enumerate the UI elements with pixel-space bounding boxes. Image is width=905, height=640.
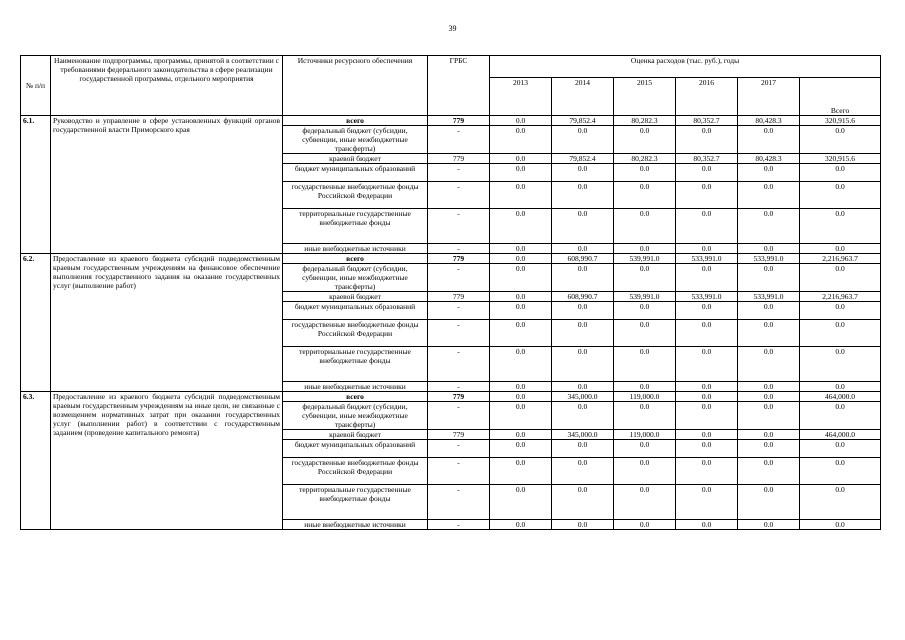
year-value: 0.0 bbox=[490, 254, 552, 264]
total-value: 0.0 bbox=[800, 347, 881, 382]
year-value: 0.0 bbox=[552, 244, 614, 254]
year-value: 0.0 bbox=[738, 440, 800, 458]
year-value: 0.0 bbox=[552, 209, 614, 244]
total-value: 0.0 bbox=[800, 520, 881, 530]
year-value: 0.0 bbox=[614, 182, 676, 209]
year-value: 0.0 bbox=[552, 182, 614, 209]
year-value: 0.0 bbox=[676, 302, 738, 320]
year-value: 0.0 bbox=[490, 440, 552, 458]
total-value: 0.0 bbox=[800, 264, 881, 292]
section-name: Предоставление из краевого бюджета субсидий подведомственным краевым государственным учреждениям на иные цели, не связанные с возмещением нормативных затрат при оказании государственных услуг (выполнении работ) в соответствии с государственным заданием (проведение капитального ремонта) bbox=[51, 392, 283, 530]
funding-source: территориальные государственные внебюджетные фонды bbox=[283, 209, 428, 244]
grbs-code: - bbox=[428, 382, 490, 392]
table-row bbox=[21, 254, 881, 264]
funding-source: всего bbox=[283, 116, 428, 126]
year-value: 0.0 bbox=[738, 209, 800, 244]
header-estimate: Оценка расходов (тыс. руб.), годы bbox=[490, 56, 881, 78]
funding-source: территориальные государственные внебюджетные фонды bbox=[283, 485, 428, 520]
header-total: Всего bbox=[800, 78, 881, 116]
year-value: 0.0 bbox=[490, 116, 552, 126]
year-value: 0.0 bbox=[738, 392, 800, 402]
header-grbs: ГРБС bbox=[428, 56, 490, 116]
funding-source: иные внебюджетные источники bbox=[283, 520, 428, 530]
year-value: 0.0 bbox=[552, 347, 614, 382]
total-value: 0.0 bbox=[800, 164, 881, 182]
header-year: 2017 bbox=[738, 78, 800, 116]
year-value: 80,428.3 bbox=[738, 154, 800, 164]
year-value: 0.0 bbox=[490, 182, 552, 209]
year-value: 0.0 bbox=[552, 302, 614, 320]
year-value: 0.0 bbox=[676, 126, 738, 154]
year-value: 0.0 bbox=[676, 209, 738, 244]
year-value: 0.0 bbox=[490, 430, 552, 440]
year-value: 0.0 bbox=[738, 485, 800, 520]
year-value: 119,000.0 bbox=[614, 392, 676, 402]
year-value: 0.0 bbox=[552, 126, 614, 154]
year-value: 0.0 bbox=[676, 430, 738, 440]
year-value: 0.0 bbox=[490, 347, 552, 382]
grbs-code: 779 bbox=[428, 116, 490, 126]
grbs-code: - bbox=[428, 302, 490, 320]
total-value: 464,000.0 bbox=[800, 392, 881, 402]
year-value: 0.0 bbox=[552, 320, 614, 347]
year-value: 0.0 bbox=[552, 264, 614, 292]
year-value: 0.0 bbox=[676, 382, 738, 392]
year-value: 0.0 bbox=[738, 347, 800, 382]
grbs-code: - bbox=[428, 440, 490, 458]
year-value: 533,991.0 bbox=[738, 254, 800, 264]
table-row bbox=[21, 392, 881, 402]
year-value: 0.0 bbox=[738, 302, 800, 320]
year-value: 79,852.4 bbox=[552, 154, 614, 164]
year-value: 0.0 bbox=[676, 402, 738, 430]
funding-source: бюджет муниципальных образований bbox=[283, 302, 428, 320]
year-value: 533,991.0 bbox=[738, 292, 800, 302]
year-value: 0.0 bbox=[738, 382, 800, 392]
year-value: 0.0 bbox=[676, 264, 738, 292]
funding-source: государственные внебюджетные фонды Российской Федерации bbox=[283, 458, 428, 485]
year-value: 79,852.4 bbox=[552, 116, 614, 126]
year-value: 0.0 bbox=[738, 430, 800, 440]
year-value: 608,990.7 bbox=[552, 254, 614, 264]
year-value: 0.0 bbox=[738, 520, 800, 530]
year-value: 0.0 bbox=[676, 520, 738, 530]
funding-source: краевой бюджет bbox=[283, 154, 428, 164]
year-value: 0.0 bbox=[738, 126, 800, 154]
total-value: 0.0 bbox=[800, 382, 881, 392]
table-body bbox=[21, 116, 881, 530]
total-value: 320,915.6 bbox=[800, 116, 881, 126]
year-value: 80,352.7 bbox=[676, 154, 738, 164]
funding-source: государственные внебюджетные фонды Российской Федерации bbox=[283, 182, 428, 209]
year-value: 0.0 bbox=[490, 485, 552, 520]
funding-source: всего bbox=[283, 254, 428, 264]
year-value: 0.0 bbox=[490, 392, 552, 402]
year-value: 0.0 bbox=[552, 164, 614, 182]
year-value: 533,991.0 bbox=[676, 292, 738, 302]
grbs-code: - bbox=[428, 320, 490, 347]
year-value: 0.0 bbox=[738, 458, 800, 485]
year-value: 0.0 bbox=[552, 485, 614, 520]
year-value: 0.0 bbox=[676, 347, 738, 382]
funding-source: краевой бюджет bbox=[283, 292, 428, 302]
year-value: 0.0 bbox=[676, 440, 738, 458]
funding-source: федеральный бюджет (субсидии, субвенции, иные межбюджетные трансферты) bbox=[283, 264, 428, 292]
section-number: 6.2. bbox=[21, 254, 51, 392]
year-value: 0.0 bbox=[614, 440, 676, 458]
header-row-1 bbox=[21, 56, 881, 78]
header-num: № п/п bbox=[21, 56, 51, 116]
year-value: 0.0 bbox=[738, 320, 800, 347]
year-value: 539,991.0 bbox=[614, 292, 676, 302]
year-value: 80,282.3 bbox=[614, 116, 676, 126]
year-value: 539,991.0 bbox=[614, 254, 676, 264]
year-value: 0.0 bbox=[490, 302, 552, 320]
year-value: 0.0 bbox=[490, 292, 552, 302]
section-name: Руководство и управление в сфере установленных функций органов государственной власти Приморского края bbox=[51, 116, 283, 254]
year-value: 0.0 bbox=[676, 182, 738, 209]
year-value: 0.0 bbox=[490, 244, 552, 254]
year-value: 0.0 bbox=[614, 458, 676, 485]
year-value: 0.0 bbox=[490, 320, 552, 347]
year-value: 0.0 bbox=[614, 402, 676, 430]
year-value: 0.0 bbox=[614, 485, 676, 520]
year-value: 0.0 bbox=[552, 382, 614, 392]
table-row bbox=[21, 116, 881, 126]
funding-source: бюджет муниципальных образований bbox=[283, 440, 428, 458]
grbs-code: - bbox=[428, 458, 490, 485]
year-value: 0.0 bbox=[738, 182, 800, 209]
year-value: 608,990.7 bbox=[552, 292, 614, 302]
total-value: 0.0 bbox=[800, 402, 881, 430]
total-value: 0.0 bbox=[800, 126, 881, 154]
year-value: 533,991.0 bbox=[676, 254, 738, 264]
funding-source: федеральный бюджет (субсидии, субвенции, иные межбюджетные трансферты) bbox=[283, 402, 428, 430]
funding-source: федеральный бюджет (субсидии, субвенции, иные межбюджетные трансферты) bbox=[283, 126, 428, 154]
total-value: 0.0 bbox=[800, 485, 881, 520]
year-value: 0.0 bbox=[614, 126, 676, 154]
grbs-code: 779 bbox=[428, 292, 490, 302]
year-value: 0.0 bbox=[738, 164, 800, 182]
year-value: 0.0 bbox=[614, 302, 676, 320]
total-value: 0.0 bbox=[800, 209, 881, 244]
total-value: 0.0 bbox=[800, 320, 881, 347]
total-value: 0.0 bbox=[800, 440, 881, 458]
funding-source: территориальные государственные внебюджетные фонды bbox=[283, 347, 428, 382]
header-source: Источники ресурсного обеспечения bbox=[283, 56, 428, 116]
funding-source: иные внебюджетные источники bbox=[283, 244, 428, 254]
year-value: 80,282.3 bbox=[614, 154, 676, 164]
year-value: 0.0 bbox=[738, 402, 800, 430]
grbs-code: - bbox=[428, 402, 490, 430]
year-value: 0.0 bbox=[738, 264, 800, 292]
year-value: 0.0 bbox=[490, 264, 552, 292]
section-number: 6.1. bbox=[21, 116, 51, 254]
total-value: 0.0 bbox=[800, 458, 881, 485]
header-year: 2016 bbox=[676, 78, 738, 116]
year-value: 0.0 bbox=[614, 244, 676, 254]
header-year: 2014 bbox=[552, 78, 614, 116]
year-value: 0.0 bbox=[738, 244, 800, 254]
year-value: 0.0 bbox=[490, 520, 552, 530]
year-value: 80,428.3 bbox=[738, 116, 800, 126]
grbs-code: - bbox=[428, 182, 490, 209]
year-value: 0.0 bbox=[490, 402, 552, 430]
year-value: 0.0 bbox=[676, 164, 738, 182]
grbs-code: 779 bbox=[428, 154, 490, 164]
year-value: 0.0 bbox=[552, 402, 614, 430]
total-value: 0.0 bbox=[800, 182, 881, 209]
grbs-code: - bbox=[428, 264, 490, 292]
funding-source: иные внебюджетные источники bbox=[283, 382, 428, 392]
budget-table bbox=[20, 55, 881, 530]
grbs-code: - bbox=[428, 244, 490, 254]
year-value: 119,000.0 bbox=[614, 430, 676, 440]
year-value: 0.0 bbox=[676, 485, 738, 520]
year-value: 0.0 bbox=[552, 440, 614, 458]
year-value: 0.0 bbox=[676, 458, 738, 485]
total-value: 0.0 bbox=[800, 302, 881, 320]
year-value: 80,352.7 bbox=[676, 116, 738, 126]
year-value: 0.0 bbox=[614, 520, 676, 530]
grbs-code: 779 bbox=[428, 254, 490, 264]
year-value: 345,000.0 bbox=[552, 392, 614, 402]
total-value: 2,216,963.7 bbox=[800, 292, 881, 302]
funding-source: бюджет муниципальных образований bbox=[283, 164, 428, 182]
grbs-code: 779 bbox=[428, 392, 490, 402]
page-number: 39 bbox=[448, 24, 457, 33]
year-value: 0.0 bbox=[614, 264, 676, 292]
year-value: 0.0 bbox=[614, 347, 676, 382]
year-value: 0.0 bbox=[490, 382, 552, 392]
grbs-code: - bbox=[428, 347, 490, 382]
total-value: 320,915.6 bbox=[800, 154, 881, 164]
year-value: 0.0 bbox=[614, 164, 676, 182]
grbs-code: - bbox=[428, 164, 490, 182]
grbs-code: 779 bbox=[428, 430, 490, 440]
year-value: 0.0 bbox=[614, 382, 676, 392]
year-value: 0.0 bbox=[676, 320, 738, 347]
funding-source: всего bbox=[283, 392, 428, 402]
grbs-code: - bbox=[428, 520, 490, 530]
section-name: Предоставление из краевого бюджета субсидий подведомственным краевым государственным учреждениям на финансовое обеспечение выполнения государственного задания на оказание государственных услуг (выполнение работ) bbox=[51, 254, 283, 392]
year-value: 0.0 bbox=[676, 392, 738, 402]
year-value: 0.0 bbox=[552, 458, 614, 485]
year-value: 0.0 bbox=[490, 164, 552, 182]
funding-source: краевой бюджет bbox=[283, 430, 428, 440]
year-value: 0.0 bbox=[614, 320, 676, 347]
year-value: 0.0 bbox=[490, 458, 552, 485]
year-value: 0.0 bbox=[490, 209, 552, 244]
total-value: 2,216,963.7 bbox=[800, 254, 881, 264]
grbs-code: - bbox=[428, 485, 490, 520]
year-value: 0.0 bbox=[614, 209, 676, 244]
header-year: 2015 bbox=[614, 78, 676, 116]
total-value: 464,000.0 bbox=[800, 430, 881, 440]
funding-source: государственные внебюджетные фонды Российской Федерации bbox=[283, 320, 428, 347]
year-value: 0.0 bbox=[552, 520, 614, 530]
grbs-code: - bbox=[428, 209, 490, 244]
year-value: 0.0 bbox=[490, 126, 552, 154]
grbs-code: - bbox=[428, 126, 490, 154]
section-number: 6.3. bbox=[21, 392, 51, 530]
header-name: Наименование подпрограммы, программы, принятой в соответствии с требованиями федерального законодательства в сфере реализации государственной программы, отдельного мероприятия bbox=[51, 56, 283, 116]
total-value: 0.0 bbox=[800, 244, 881, 254]
header-year: 2013 bbox=[490, 78, 552, 116]
year-value: 0.0 bbox=[490, 154, 552, 164]
year-value: 0.0 bbox=[676, 244, 738, 254]
year-value: 345,000.0 bbox=[552, 430, 614, 440]
